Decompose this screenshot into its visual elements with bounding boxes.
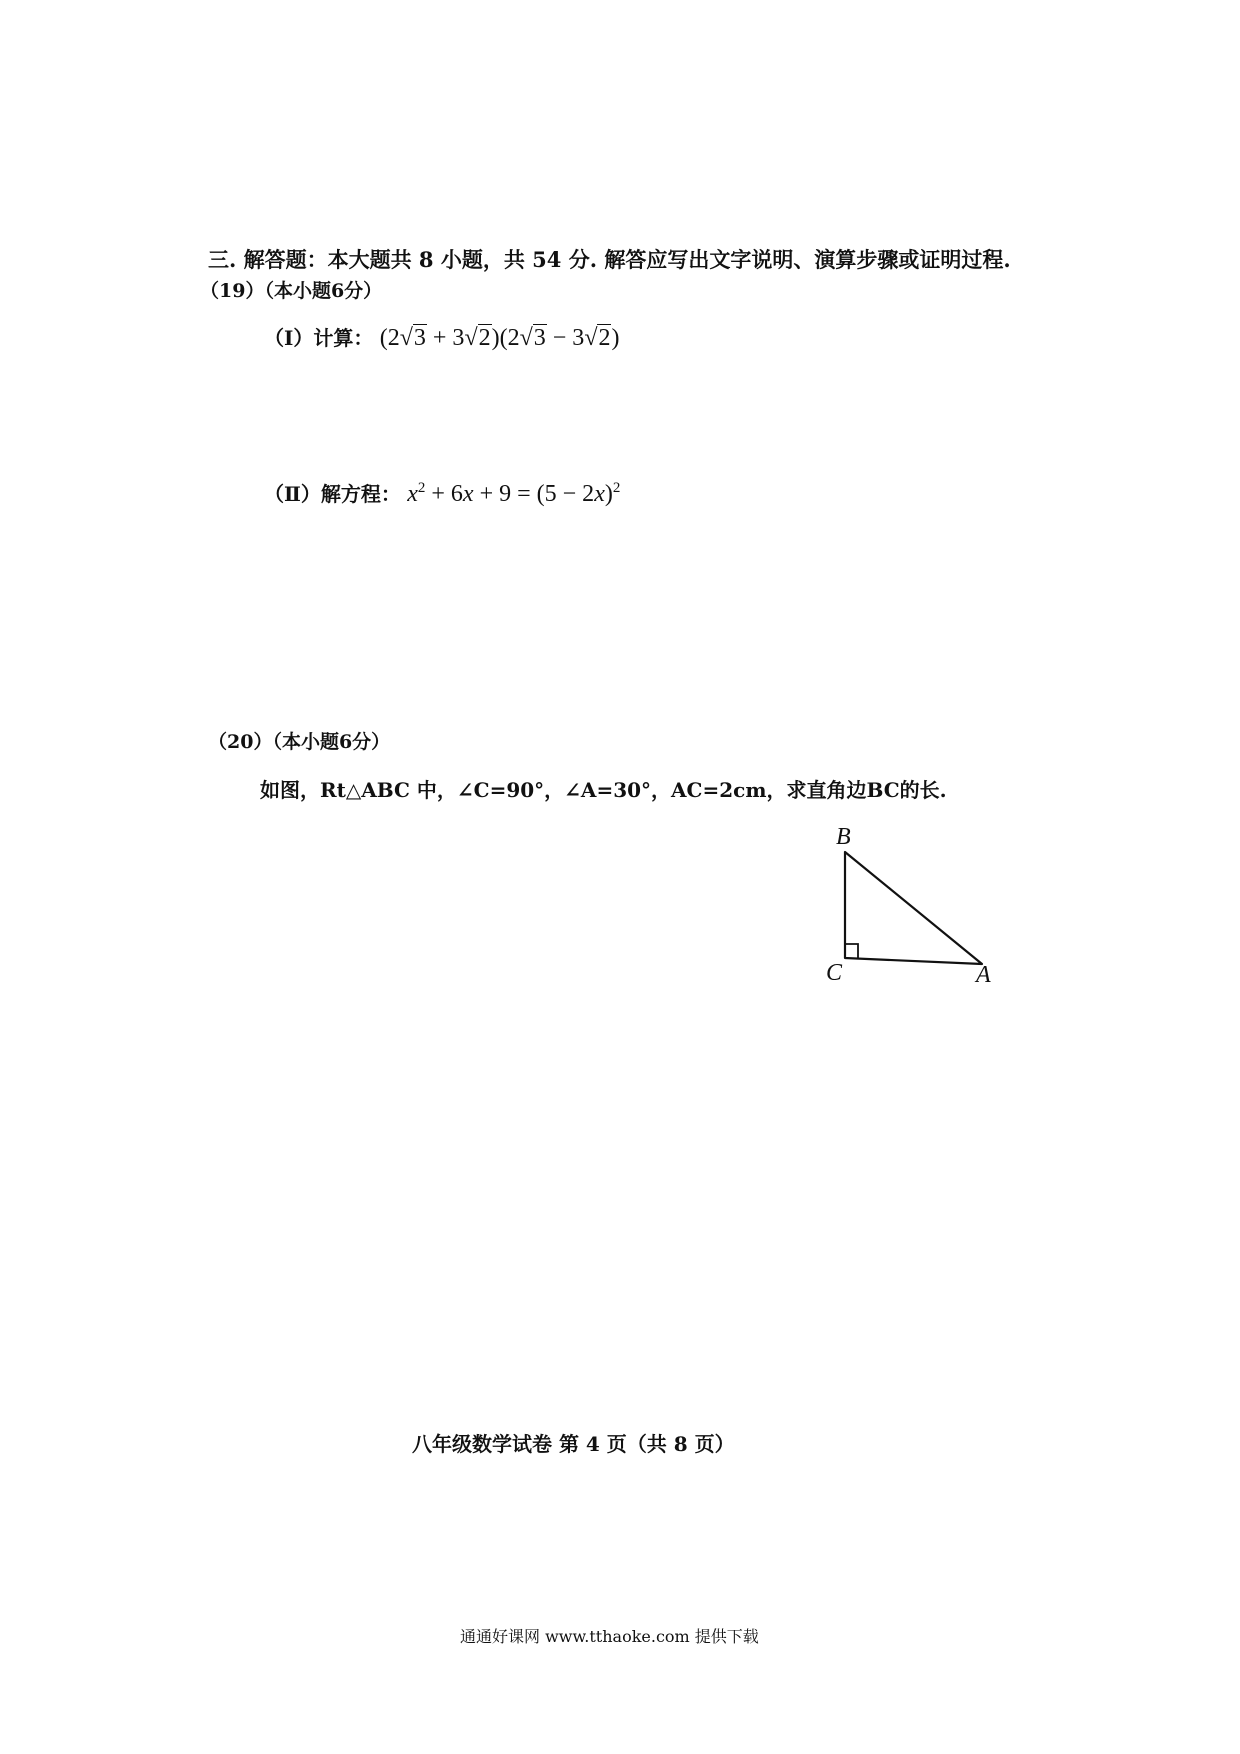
radical-sign-icon: √ [399, 325, 413, 351]
part-2-prefix: （Ⅱ）解方程： [264, 482, 401, 506]
radical-sign-icon: √ [464, 325, 478, 351]
vertex-label-a: A [976, 962, 991, 988]
question-19-part-2 [264, 478, 620, 508]
question-19-part-1 [264, 322, 619, 352]
part-2-equation: $x^2 + 6x + 9 = (5 - 2x)^2$ [407, 480, 621, 507]
part-1-expression: (2√3 + 3√2)(2√3 − 3√2) [379, 325, 620, 351]
question-20-text: 如图，Rt△ABC 中，∠C=90°，∠A=30°，AC=2cm，求直角边BC的长. [260, 778, 947, 802]
question-19-label: （19）（本小题6分） [200, 280, 383, 302]
vertex-label-c: C [826, 960, 843, 986]
section-heading: 三. 解答题：本大题共 8 小题，共 54 分. 解答应写出文字说明、演算步骤或证明过程. [208, 247, 1011, 272]
site-footer: 通通好课网 www.tthaoke.com 提供下载 [460, 1627, 759, 1646]
part-1-prefix: （Ⅰ）计算： [264, 326, 374, 350]
vertex-label-b: B [836, 824, 851, 850]
radical-sign-icon: √ [519, 325, 533, 351]
triangle-outline [845, 852, 982, 964]
page-footer: 八年级数学试卷 第 4 页（共 8 页） [412, 1432, 735, 1456]
radical-sign-icon: √ [584, 325, 598, 351]
right-angle-marker [845, 944, 858, 958]
question-20-label: （20）（本小题6分） [208, 731, 391, 753]
